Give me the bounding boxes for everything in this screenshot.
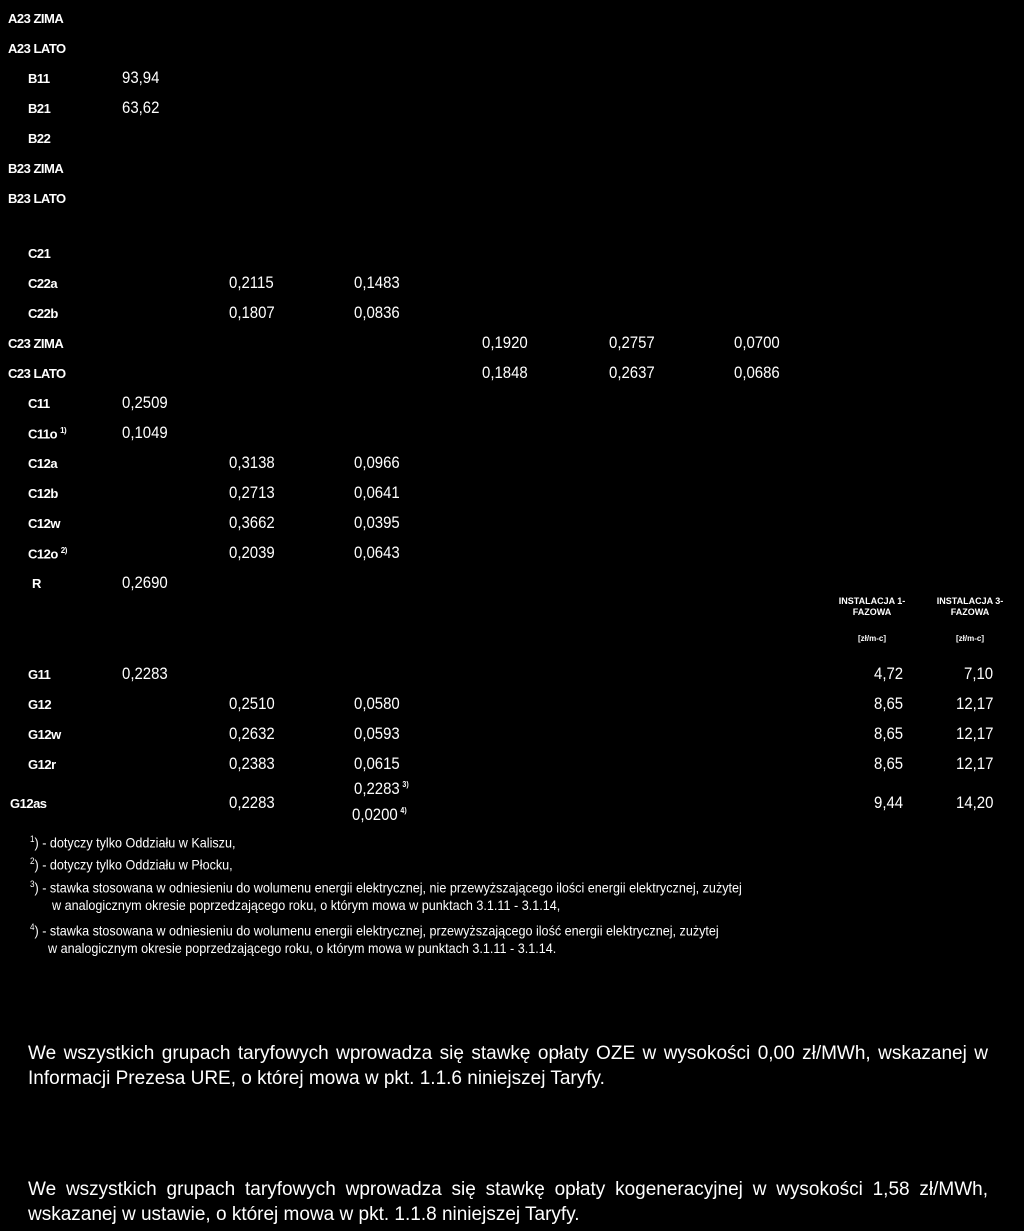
fee-value: 12,17 [956,724,994,743]
row-label: A23 ZIMA [8,11,64,26]
rate-value: 0,2632 [229,724,275,743]
rate-value: 0,1848 [482,363,528,382]
g12as-rate-c3a: 0,2283 $^{3)}$ [354,779,409,798]
rate-value: 93,94 [122,68,160,87]
rate-value: 0,2039 [229,543,275,562]
rate-value: 0,0836 [354,303,400,322]
footnote-line: w analogicznym okresie poprzedzającego roku, o którym mowa w punktach 3.1.11 - 3.1.14. [48,940,557,956]
row-label: B21 [28,101,51,116]
rate-value: 0,0395 [354,513,400,532]
fee-value: 7,10 [964,664,994,683]
row-label: G12 [28,697,52,712]
header-installation-1-phase: INSTALACJA 1-FAZOWA [838,596,906,617]
fee-value: 8,65 [874,724,904,743]
rate-value: 0,2510 [229,694,275,713]
row-label: C12a [28,456,58,471]
row-label: B11 [28,71,50,86]
rate-value: 0,0686 [734,363,780,382]
rate-value: 0,0615 [354,754,400,773]
rate-value: 0,0641 [354,483,400,502]
row-label: B22 [28,131,51,146]
row-label-g12as: G12as [10,796,47,811]
row-label: C23 LATO [8,366,66,381]
fee-value: 12,17 [956,754,994,773]
rate-value: 0,2757 [609,333,655,352]
fee-value: 12,17 [956,694,994,713]
rate-value: 0,1920 [482,333,528,352]
row-label: G12w [28,727,61,742]
row-label: C11 [28,396,50,411]
paragraph-cogeneration: We wszystkich grupach taryfowych wprowadza się stawkę opłaty kogeneracyjnej w wysokości 1,58 zł/MWh, wskazanej w ustawie, o której mowa w pkt. 1.1.8 niniejszej Taryfy. [28,1179,988,1225]
row-label: C21 [28,246,51,261]
row-label: C12b [28,486,58,501]
footnote-line: $^4$) - stawka stosowana w odniesieniu do wolumenu energii elektrycznej, przewyższającego ilość energii elektrycznej, zużytej [30,922,719,939]
rate-value: 0,1483 [354,273,400,292]
rate-value: 0,2509 [122,393,168,412]
rate-value: 0,2383 [229,754,275,773]
rate-value: 0,0966 [354,453,400,472]
fee-value: 8,65 [874,694,904,713]
row-label: G12r [28,757,56,772]
footnote-line: $^3$) - stawka stosowana w odniesieniu do wolumenu energii elektrycznej, nie przewyższającego ilości energii elektrycznej, zużytej [30,879,742,896]
rate-value: 0,0643 [354,543,400,562]
footnote-line: $^1$) - dotyczy tylko Oddziału w Kaliszu, [30,834,236,851]
rate-value: 0,2690 [122,573,168,592]
row-label: C22b [28,306,58,321]
g12as-rate-c3b: 0,0200 $^{4)}$ [352,805,407,824]
row-label: C12o $^{2)}$ [28,546,67,562]
row-label: C23 ZIMA [8,336,64,351]
g12as-fee-3phase: 14,20 [956,793,994,812]
row-label: C11o $^{1)}$ [28,426,67,442]
rate-value: 0,1049 [122,423,168,442]
fee-value: 8,65 [874,754,904,773]
rate-value: 0,0580 [354,694,400,713]
rate-value: 0,2637 [609,363,655,382]
row-label: R [32,576,41,591]
g12as-fee-1phase: 9,44 [874,793,904,812]
row-label: G11 [28,667,51,682]
unit-1-phase: [zł/m-c] [858,634,886,643]
rate-value: 0,2713 [229,483,275,502]
row-label: C12w [28,516,60,531]
rate-value: 0,0593 [354,724,400,743]
paragraph-oze: We wszystkich grupach taryfowych wprowadza się stawkę opłaty OZE w wysokości 0,00 zł/MWh, wskazanej w Informacji Prezesa URE, o której mowa w pkt. 1.1.6 niniejszej Taryfy. [28,1043,988,1089]
footnote-line: w analogicznym okresie poprzedzającego roku, o którym mowa w punktach 3.1.11 - 3.1.14, [52,897,561,913]
fee-value: 4,72 [874,664,904,683]
rate-value: 0,2115 [229,273,274,292]
rate-value: 0,3662 [229,513,275,532]
row-label: A23 LATO [8,41,66,56]
rate-value: 63,62 [122,98,160,117]
rate-value: 0,2283 [122,664,168,683]
header-installation-3-phase: INSTALACJA 3-FAZOWA [936,596,1004,617]
unit-3-phase: [zł/m-c] [956,634,984,643]
rate-value: 0,1807 [229,303,275,322]
rate-value: 0,3138 [229,453,275,472]
footnote-line: $^2$) - dotyczy tylko Oddziału w Płocku, [30,856,233,873]
g12as-rate-c2: 0,2283 [229,793,275,812]
rate-value: 0,0700 [734,333,780,352]
row-label: C22a [28,276,58,291]
row-label: B23 LATO [8,191,66,206]
row-label: B23 ZIMA [8,161,64,176]
